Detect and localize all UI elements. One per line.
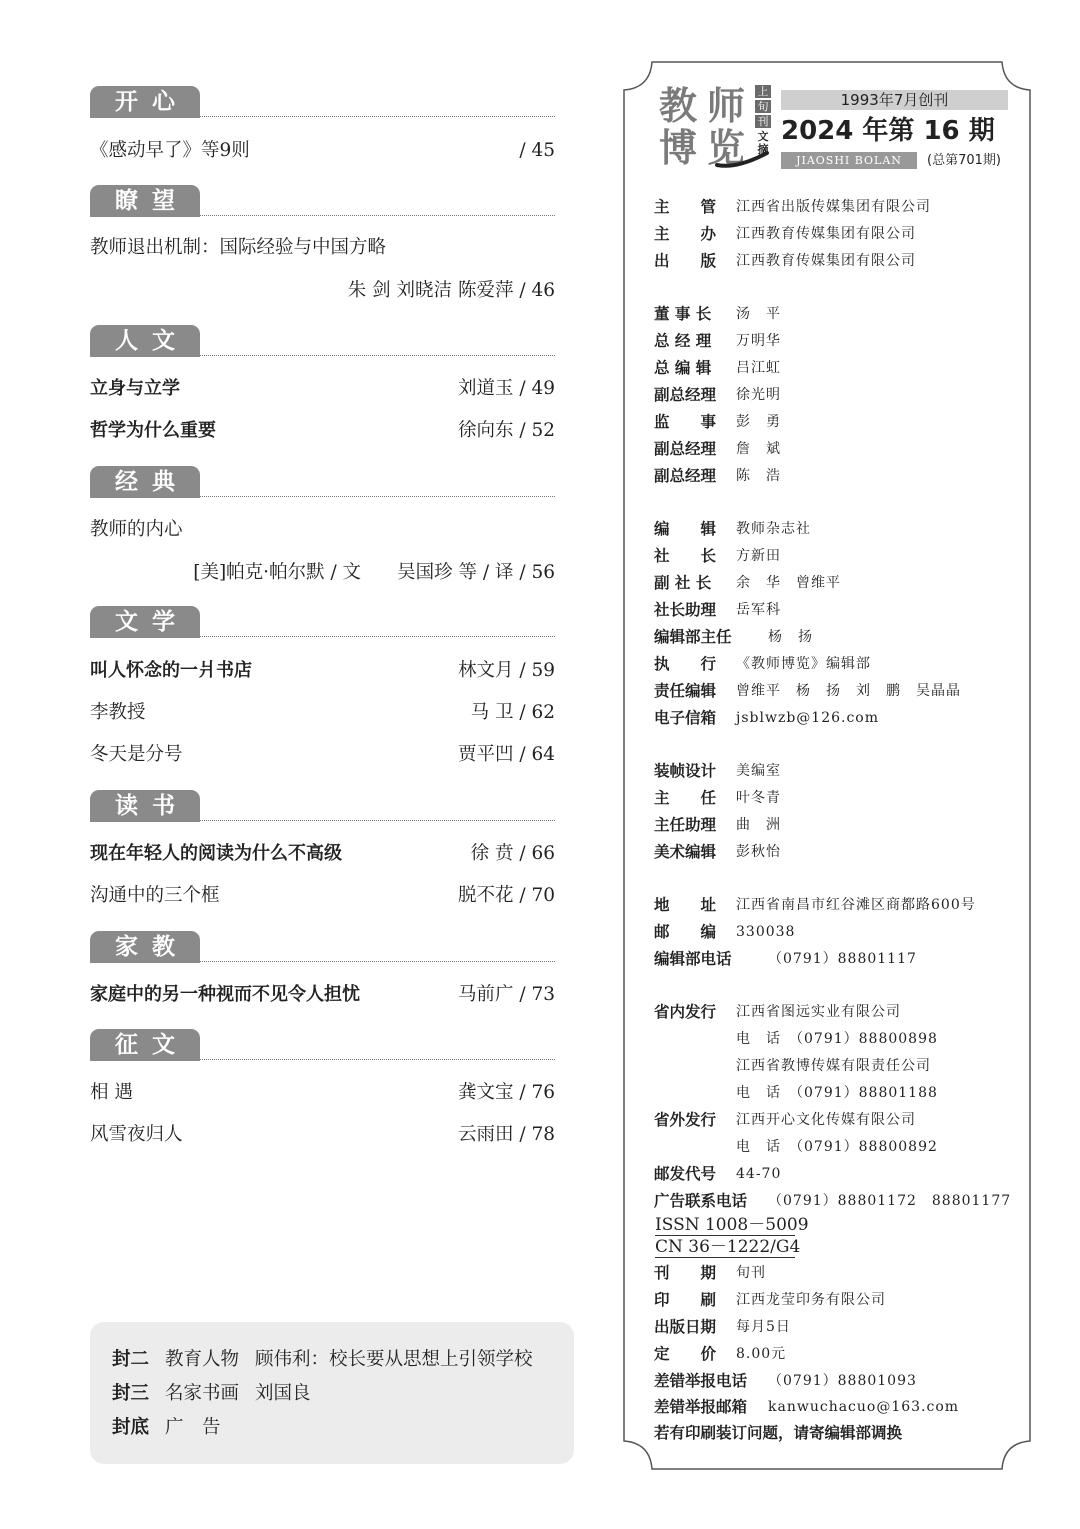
section-title: 瞭望	[90, 185, 200, 217]
colophon-value: 电 话 （0791）88801188	[736, 1085, 938, 1101]
section-title: 读书	[90, 790, 200, 822]
colophon-row	[654, 999, 1014, 1026]
section-title: 经典	[90, 466, 200, 498]
entry-page: / 76	[519, 1082, 555, 1103]
footer-note-text: 若有印刷装订问题，请寄编辑部调换	[654, 1424, 903, 1442]
cover-label: 封二	[112, 1349, 150, 1370]
colophon-key: 主 任	[654, 789, 717, 807]
cover-row	[112, 1413, 237, 1443]
colophon-key: 差错举报电话	[654, 1372, 748, 1390]
entry-author: [美]帕克·帕尔默 / 文	[193, 562, 362, 583]
colophon-key: 社 长	[654, 547, 717, 565]
colophon-key: 副总经理	[654, 467, 717, 485]
toc-entry[interactable]	[90, 233, 555, 263]
side-word-char: 文	[757, 130, 769, 143]
side-word-char: 摘	[757, 143, 769, 156]
cover-row	[112, 1345, 533, 1375]
colophon-key: 省外发行	[654, 1111, 717, 1129]
colophon-value: 每月5日	[736, 1319, 791, 1335]
entry-author: 林文月	[457, 660, 514, 681]
issue-number: 2024 年第 16 期	[781, 116, 995, 146]
toc-entry[interactable]	[90, 374, 555, 404]
entry-page: / 45	[519, 140, 555, 161]
colophon-row	[654, 1394, 1014, 1421]
colophon-key: 省内发行	[654, 1003, 717, 1021]
colophon-value: 徐光明	[736, 387, 781, 403]
entry-author: 云雨田	[457, 1124, 514, 1145]
colophon-value: 彭秋怡	[736, 844, 781, 860]
colophon-value: 詹 斌	[736, 441, 781, 457]
colophon-value: jsblwzb@126.com	[736, 710, 880, 726]
colophon-key: 出 版	[654, 252, 717, 270]
colophon-value: 陈 浩	[736, 468, 781, 484]
colophon-value: 叶冬青	[736, 790, 781, 806]
colophon-row	[654, 516, 1014, 543]
logo-side-tag	[755, 85, 771, 156]
colophon-key: 装帧设计	[654, 762, 717, 780]
cover-category: 广 告	[165, 1417, 221, 1438]
toc-entry[interactable]	[90, 515, 555, 545]
colophon-value: （0791）88801093	[768, 1373, 917, 1389]
footer-note	[654, 1420, 1014, 1447]
colophon-row	[654, 463, 1014, 490]
logo-char: 教	[658, 84, 697, 128]
section-title: 开心	[90, 86, 200, 118]
cover-contents-box	[90, 1322, 574, 1464]
entry-page: / 59	[519, 660, 555, 681]
colophon-row	[654, 624, 1014, 651]
colophon-row	[654, 758, 1014, 785]
entry-author: 龚文宝	[457, 1082, 514, 1103]
toc-entry[interactable]	[90, 839, 555, 869]
colophon-key: 执 行	[654, 655, 717, 673]
entry-title: 哲学为什么重要	[90, 420, 216, 441]
colophon-value: 44-70	[736, 1166, 782, 1182]
cover-content: 刘国良	[255, 1383, 311, 1404]
colophon-value: 汤 平	[736, 306, 781, 322]
colophon-row	[654, 570, 1014, 597]
entry-title: 现在年轻人的阅读为什么不高级	[90, 843, 342, 864]
colophon-key: 董 事 长	[654, 305, 712, 323]
colophon-value: 330038	[736, 924, 796, 940]
colophon-key: 社长助理	[654, 601, 717, 619]
colophon-row	[654, 436, 1014, 463]
colophon-key: 副 社 长	[654, 574, 712, 592]
colophon-row	[654, 1053, 1014, 1080]
colophon-value: 岳军科	[736, 602, 781, 618]
colophon-row	[654, 678, 1014, 705]
colophon-key: 副总经理	[654, 440, 717, 458]
cover-category: 教育人物	[165, 1349, 240, 1370]
colophon-value: 江西教育传媒集团有限公司	[736, 253, 916, 269]
colophon-row	[654, 409, 1014, 436]
toc-entry[interactable]	[90, 881, 555, 911]
logo-char: 博	[658, 126, 697, 170]
colophon-row	[654, 1314, 1014, 1341]
colophon-value: 方新田	[736, 548, 781, 564]
entry-title: 立身与立学	[90, 378, 180, 399]
entry-title: 教师退出机制：国际经验与中国方略	[90, 237, 387, 258]
section-jiajiao	[90, 931, 555, 1005]
colophon-key: 总 经 理	[654, 332, 712, 350]
pinyin-title: JIAOSHI BOLAN	[781, 152, 917, 169]
colophon-row	[654, 705, 1014, 732]
colophon-value: 江西开心文化传媒有限公司	[736, 1112, 916, 1128]
colophon-key: 差错举报邮箱	[654, 1398, 748, 1416]
entry-page: / 78	[519, 1124, 555, 1145]
section-title: 家教	[90, 931, 200, 963]
section-liaowang	[90, 185, 555, 301]
section-zhengwen	[90, 1029, 555, 1145]
colophon-key: 编辑部电话	[654, 950, 732, 968]
founded-date: 1993年7月创刊	[781, 90, 1008, 110]
colophon-row	[654, 1026, 1014, 1053]
colophon-value: kanwuchacuo@163.com	[768, 1399, 960, 1415]
toc-entry[interactable]	[90, 740, 555, 770]
section-kaixin	[90, 86, 555, 161]
colophon-value: 万明华	[736, 333, 781, 349]
colophon-key: 主任助理	[654, 816, 717, 834]
colophon-value: 旬刊	[736, 1265, 766, 1281]
issn: ISSN 1008－5009	[655, 1215, 809, 1235]
colophon-row	[654, 812, 1014, 839]
colophon-key: 编 辑	[654, 520, 717, 538]
colophon-row	[654, 328, 1014, 355]
entry-author: 徐向东	[457, 420, 514, 441]
colophon-row	[654, 1368, 1014, 1395]
total-issue: (总第701期)	[927, 153, 1001, 168]
toc-entry[interactable]	[90, 980, 555, 1010]
colophon-row	[654, 1188, 1014, 1215]
colophon-key: 主 管	[654, 198, 717, 216]
colophon-row	[654, 651, 1014, 678]
colophon-value: 杨 扬	[768, 629, 813, 645]
colophon-row	[654, 785, 1014, 812]
colophon-key: 总 编 辑	[654, 359, 712, 377]
colophon-row	[654, 597, 1014, 624]
colophon-row	[654, 946, 1014, 973]
toc-entry[interactable]	[90, 416, 555, 446]
colophon-key: 邮 编	[654, 923, 717, 941]
colophon-value: 美编室	[736, 763, 781, 779]
entry-page: / 70	[519, 885, 555, 906]
colophon-row	[654, 221, 1014, 248]
colophon-key: 定 价	[654, 1345, 717, 1363]
entry-page: / 52	[519, 420, 555, 441]
toc-entry[interactable]	[90, 1120, 555, 1150]
logo-char: 览	[706, 126, 745, 170]
colophon-row	[654, 839, 1014, 866]
entry-page: / 64	[519, 744, 555, 765]
colophon-row	[654, 1260, 1014, 1287]
colophon-value: 电 话 （0791）88800898	[736, 1031, 938, 1047]
toc-entry-byline	[90, 276, 555, 306]
colophon-value: 江西省南昌市红谷滩区商都路600号	[736, 897, 976, 913]
colophon-key: 地 址	[654, 896, 717, 914]
colophon-value: 江西省出版传媒集团有限公司	[736, 199, 931, 215]
colophon-row	[654, 194, 1014, 221]
entry-title: 沟通中的三个框	[90, 885, 220, 906]
entry-title: 《感动早了》等9则	[90, 140, 250, 161]
entry-page: / 66	[519, 843, 555, 864]
colophon-key: 美术编辑	[654, 843, 717, 861]
colophon-value: 江西教育传媒集团有限公司	[736, 226, 916, 242]
colophon-key: 印 刷	[654, 1291, 717, 1309]
colophon-row	[654, 301, 1014, 328]
toc-entry[interactable]	[90, 698, 555, 728]
entry-author: 脱不花	[457, 885, 514, 906]
entry-author: 马 卫	[470, 702, 514, 723]
entry-title: 叫人怀念的一爿书店	[90, 660, 252, 681]
colophon-row	[654, 382, 1014, 409]
colophon-value: 彭 勇	[736, 414, 781, 430]
cover-category: 名家书画	[165, 1383, 240, 1404]
entry-author: 徐 贲	[470, 843, 514, 864]
colophon-value: 江西省图远实业有限公司	[736, 1004, 901, 1020]
colophon-key: 监 事	[654, 413, 717, 431]
colophon-key: 广告联系电话	[654, 1192, 748, 1210]
entry-title: 冬天是分号	[90, 744, 183, 765]
entry-title: 相 遇	[90, 1082, 133, 1103]
cn-number: CN 36－1222/G4	[655, 1237, 801, 1257]
colophon-row	[654, 1080, 1014, 1107]
colophon-value: 电 话 （0791）88800892	[736, 1139, 938, 1155]
colophon-value: 8.00元	[736, 1346, 787, 1362]
logo-char: 师	[706, 84, 745, 128]
entry-translator: 吴国珍 等 / 译	[397, 562, 514, 583]
toc-entry-byline	[90, 558, 555, 588]
entry-title: 风雪夜归人	[90, 1124, 183, 1145]
colophon-row	[654, 1287, 1014, 1314]
toc-entry[interactable]	[90, 1078, 555, 1108]
entry-page: / 73	[519, 984, 555, 1005]
colophon-row	[654, 1341, 1014, 1368]
colophon-row	[654, 543, 1014, 570]
colophon-key: 主 办	[654, 225, 717, 243]
side-tag-char: 刊	[755, 115, 771, 128]
section-title: 人文	[90, 325, 200, 357]
colophon-key: 电子信箱	[654, 709, 717, 727]
entry-author: 刘道玉	[457, 378, 514, 399]
section-title: 文学	[90, 606, 200, 638]
cover-content: 顾伟利：校长要从思想上引领学校	[255, 1349, 533, 1370]
section-dushu	[90, 790, 555, 906]
section-wenxue	[90, 606, 555, 765]
colophon-key: 刊 期	[654, 1264, 717, 1282]
colophon-value: 余 华 曾维平	[736, 575, 841, 591]
side-tag-char: 上	[755, 85, 771, 98]
colophon-value: 江西龙莹印务有限公司	[736, 1292, 886, 1308]
colophon-row	[654, 892, 1014, 919]
colophon-row	[654, 919, 1014, 946]
entry-title: 家庭中的另一种视而不见令人担忧	[90, 984, 360, 1005]
entry-author: 马前广	[457, 984, 514, 1005]
side-tag-char: 旬	[755, 100, 771, 113]
colophon-key: 出版日期	[654, 1318, 717, 1336]
entry-title: 教师的内心	[90, 519, 183, 540]
entry-page: / 56	[519, 562, 555, 583]
magazine-logo	[655, 85, 770, 171]
colophon-key: 邮发代号	[654, 1165, 717, 1183]
entry-page: / 46	[519, 280, 555, 301]
colophon-value: 江西省教博传媒有限责任公司	[736, 1058, 931, 1074]
colophon-value: （0791）88801172 88801177	[768, 1193, 1012, 1209]
colophon-value: 曲 洲	[736, 817, 781, 833]
colophon-value: 曾维平 杨 扬 刘 鹏 吴晶晶	[736, 683, 961, 699]
toc-entry[interactable]	[90, 656, 555, 686]
cover-row	[112, 1379, 311, 1409]
colophon-row	[654, 355, 1014, 382]
entry-page: / 49	[519, 378, 555, 399]
entry-author: 朱 剑 刘晓洁 陈爱萍	[347, 280, 514, 301]
entry-author: 贾平凹	[457, 744, 514, 765]
entry-page: / 62	[519, 702, 555, 723]
colophon-key: 副总经理	[654, 386, 717, 404]
colophon-value: 《教师博览》编辑部	[736, 656, 871, 672]
colophon-row	[654, 1161, 1014, 1188]
entry-title: 李教授	[90, 702, 146, 723]
section-renwen	[90, 325, 555, 441]
section-title: 征文	[90, 1029, 200, 1061]
colophon-row	[654, 1107, 1014, 1134]
colophon-row	[654, 1134, 1014, 1161]
colophon-key: 责任编辑	[654, 682, 717, 700]
colophon-key: 编辑部主任	[654, 628, 732, 646]
section-jingdian	[90, 466, 555, 583]
colophon-row	[654, 248, 1014, 275]
toc-entry[interactable]	[90, 136, 555, 166]
cover-label: 封底	[112, 1417, 150, 1438]
colophon-value: 吕江虹	[736, 360, 781, 376]
colophon-value: 教师杂志社	[736, 521, 811, 537]
colophon-value: （0791）88801117	[768, 951, 917, 967]
cover-label: 封三	[112, 1383, 150, 1404]
